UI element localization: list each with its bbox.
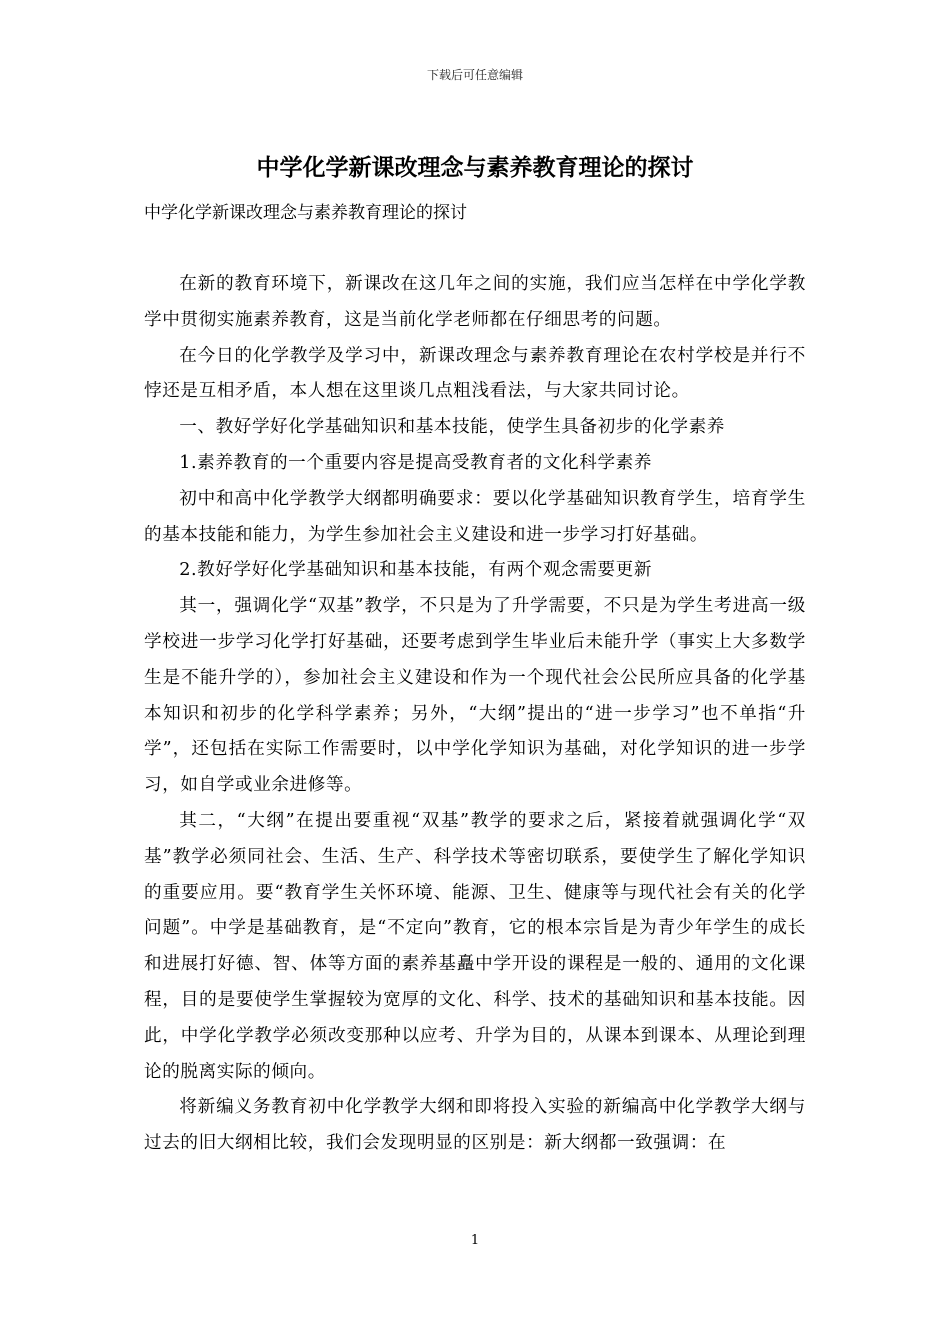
body-text <box>144 267 806 1162</box>
document-title: 中学化学新课改理念与素养教育理论的探讨 <box>256 155 694 181</box>
paragraph: 其二，“大纲”在提出要重视“双基”教学的要求之后，紧接着就强调化学“双基”教学必须同社会、生活、生产、科学技术等密切联系，要使学生了解化学知识的重要应用。要“教育学生关怀环境、能源、卫生、健康等与现代社会有关的化学问题”。中学是基础教育，是“不定向”教育，它的根本宗旨是为青少年学生的成长和进展打好德、智、体等方面的素养基矗中学开设的课程是一般的、通用的文化课程，目的是要使学生掌握较为宽厚的文化、科学、技术的基础知识和基本技能。因此，中学化学教学必须改变那种以应考、升学为目的，从课本到课本、从理论到理论的脱离实际的倾向。 <box>144 810 806 1082</box>
paragraph: 在新的教育环境下，新课改在这几年之间的实施，我们应当怎样在中学化学教学中贯彻实施素养教育，这是当前化学老师都在仔细思考的问题。 <box>144 274 806 330</box>
paragraph: 其一，强调化学“双基”教学，不只是为了升学需要，不只是为学生考进高一级学校进一步学习化学打好基础，还要考虑到学生毕业后未能升学（事实上大多数学生是不能升学的），参加社会主义建设和作为一个现代社会公民所应具备的化学基本知识和初步的化学科学素养；另外，“大纲”提出的“进一步学习”也不单指“升学”，还包括在实际工作需要时，以中学化学知识为基础，对化学知识的进一步学习，如自学或业余进修等。 <box>144 596 806 796</box>
page-number: 1 <box>470 1233 480 1248</box>
section-heading: 一、教好学好化学基础知识和基本技能，使学生具备初步的化学素养 <box>179 417 726 438</box>
paragraph: 初中和高中化学教学大纲都明确要求：要以化学基础知识教育学生，培育学生的基本技能和能力，为学生参加社会主义建设和进一步学习打好基础。 <box>144 488 806 545</box>
document-subtitle: 中学化学新课改理念与素养教育理论的探讨 <box>144 203 467 223</box>
subsection-heading: 2.教好学好化学基础知识和基本技能，有两个观念需要更新 <box>179 560 653 581</box>
subsection-heading: 1.素养教育的一个重要内容是提高受教育者的文化科学素养 <box>179 452 653 473</box>
paragraph: 在今日的化学教学及学习中，新课改理念与素养教育理论在农村学校是并行不悖还是互相矛盾，本人想在这里谈几点粗浅看法，与大家共同讨论。 <box>144 345 806 402</box>
header-note: 下载后可任意编辑 <box>426 68 523 82</box>
paragraph: 将新编义务教育初中化学教学大纲和即将投入实验的新编高中化学教学大纲与过去的旧大纲相比较，我们会发现明显的区别是：新大纲都一致强调：在 <box>144 1097 806 1154</box>
